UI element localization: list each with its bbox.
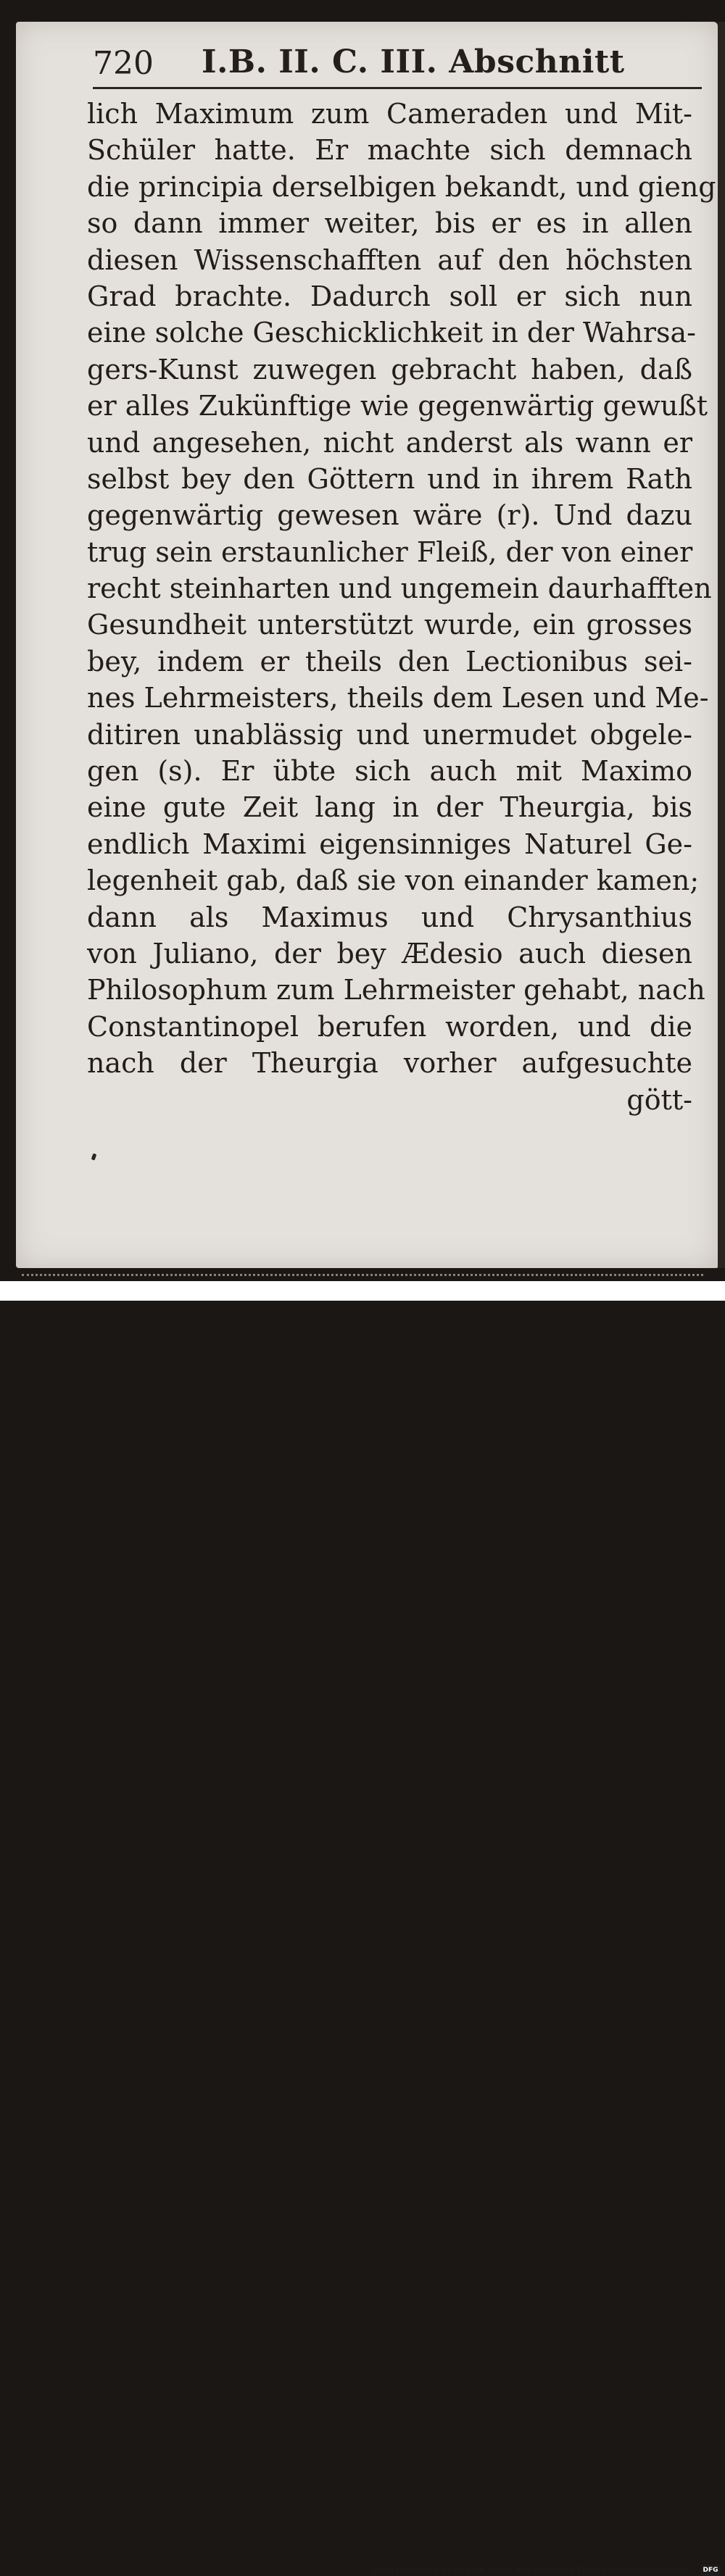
text-line: selbst bey den Göttern und in ihrem Rath [87, 462, 692, 495]
text-line: recht steinharten und ungemein daurhafften [87, 572, 712, 605]
body-text [87, 96, 716, 1118]
text-line: Constantinopel berufen worden, und die [87, 1010, 692, 1043]
text-line: eine solche Geschicklichkeit in der Wahrsa- [87, 317, 696, 349]
text-line: nach der Theurgia vorher aufgesuchte [87, 1047, 692, 1080]
text-line: gen (s). Er übte sich auch mit Maximo [87, 755, 692, 788]
page-header [93, 42, 702, 86]
text-line: Grad brachte. Dadurch soll er sich nun [87, 280, 692, 312]
footer-bar [0, 1281, 725, 2575]
funding-credit: Digitalisierung gefördert durch die Deutsche Forschungsgemeinschaft - [372, 2565, 696, 2575]
text-line: Schüler hatte. Er machte sich demnach [87, 134, 692, 167]
text-line: legenheit gab, daß sie von einander kamen; [87, 864, 700, 897]
catchword: gött- [626, 1083, 692, 1116]
page-number: 720 [93, 45, 154, 82]
text-line: er alles Zukünftige wie gegenwärtig gewußt [87, 390, 708, 422]
text-line: so dann immer weiter, bis er es in allen [87, 207, 692, 240]
text-line: trug sein erstaunlicher Fleiß, der von einer [87, 535, 693, 568]
text-line: gers-Kunst zuwegen gebracht haben, daß [87, 353, 692, 385]
text-line: diesen Wissenschafften auf den höchsten [87, 243, 692, 276]
text-line: die principia derselbigen bekandt, und gieng [87, 170, 716, 203]
text-line: von Juliano, der bey Ædesio auch diesen [87, 937, 692, 970]
text-line: gegenwärtig gewesen wäre (r). Und dazu [87, 499, 692, 532]
dotted-rule [22, 1274, 703, 1279]
dfg-logo: DFG [700, 2564, 721, 2576]
text-line: Philosophum zum Lehrmeister gehabt, nach [87, 974, 705, 1006]
text-line: eine gute Zeit lang in der Theurgia, bis [87, 791, 692, 824]
running-head: I.B. II. C. III. Abschnitt [202, 43, 625, 80]
page-edge [718, 22, 725, 1268]
text-line: nes Lehrmeisters, theils dem Lesen und Me- [87, 682, 709, 714]
header-rule [93, 87, 702, 89]
text-line: ditiren unablässig und unermudet obgele- [87, 718, 692, 751]
text-line: und angesehen, nicht anderst als wann er [87, 426, 692, 459]
text-line: endlich Maximi eigensinniges Naturel Ge- [87, 828, 692, 860]
text-line: dann als Maximus und Chrysanthius [87, 901, 692, 933]
text-line: bey, indem er theils den Lectionibus sei- [87, 645, 692, 678]
text-line: lich Maximum zum Cameraden und Mit- [87, 98, 692, 130]
text-line: Gesundheit unterstützt wurde, ein grosses [87, 609, 692, 641]
